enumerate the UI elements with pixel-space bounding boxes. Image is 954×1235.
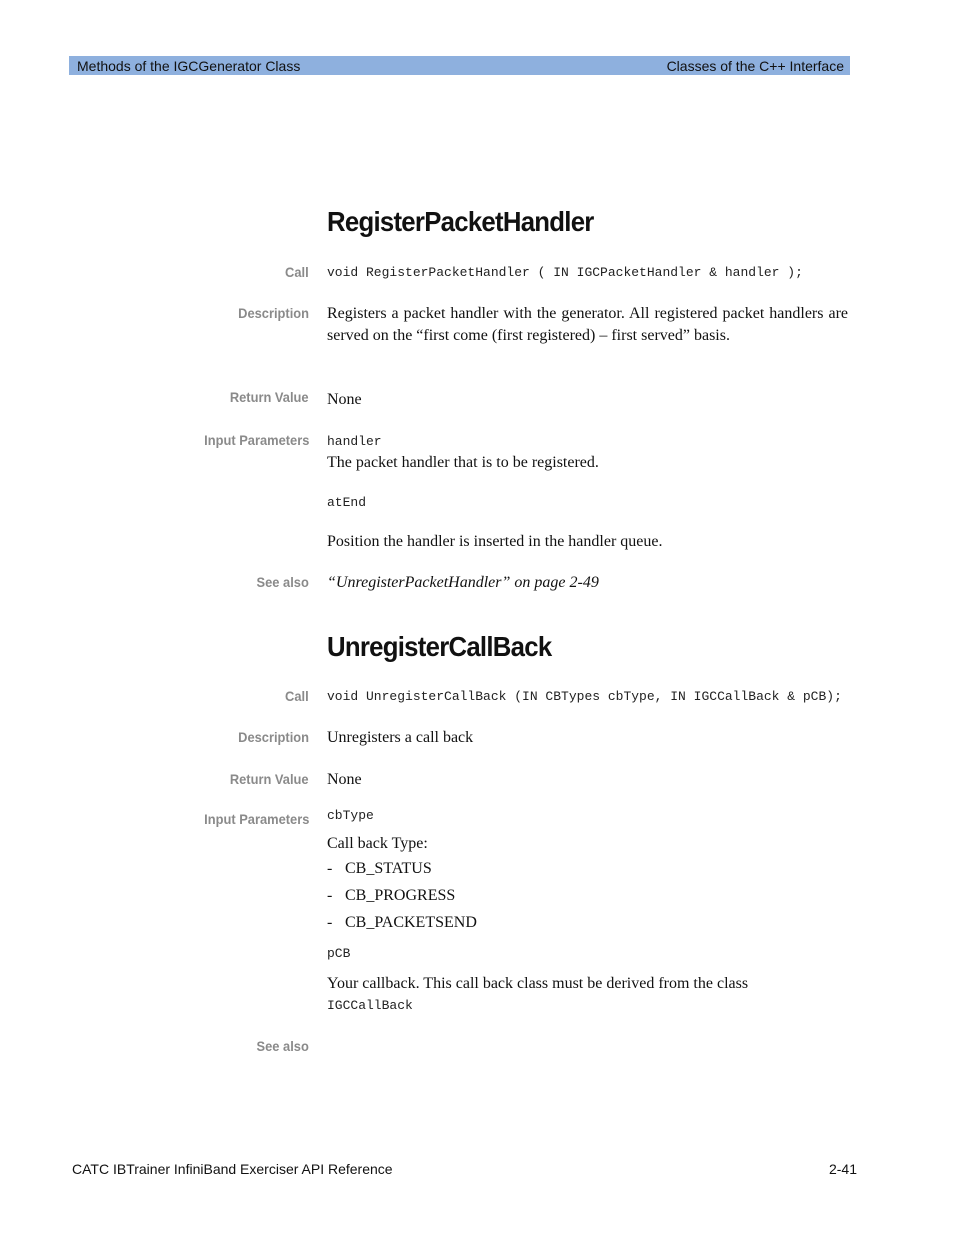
class-name: IGCCallBack bbox=[327, 998, 413, 1013]
label-description: Description bbox=[238, 729, 309, 745]
param-description: Position the handler is inserted in the handler queue. bbox=[327, 533, 663, 550]
call-signature: void UnregisterCallBack (IN CBTypes cbType, IN IGCCallBack & pCB); bbox=[327, 689, 842, 704]
list-item bbox=[327, 914, 477, 932]
description-text: Unregisters a call back bbox=[327, 729, 474, 746]
list-item-text: CB_PACKETSEND bbox=[345, 914, 477, 931]
label-input-parameters: Input Parameters bbox=[203, 811, 309, 827]
label-description: Description bbox=[238, 305, 309, 321]
call-signature: void RegisterPacketHandler ( IN IGCPacketHandler & handler ); bbox=[327, 265, 803, 280]
label-call: Call bbox=[285, 264, 309, 280]
header-chapter-title: Classes of the C++ Interface bbox=[666, 58, 844, 74]
bullet-dash: - bbox=[327, 860, 333, 877]
label-call: Call bbox=[285, 688, 309, 704]
param-name: atEnd bbox=[327, 495, 367, 510]
label-see-also: See also bbox=[256, 1038, 309, 1054]
list-item bbox=[327, 860, 432, 878]
list-item-text: CB_STATUS bbox=[345, 860, 432, 877]
header-section-title: Methods of the IGCGenerator Class bbox=[77, 58, 301, 74]
see-also-link[interactable]: “UnregisterPacketHandler” on page 2-49 bbox=[327, 574, 599, 591]
param-name: cbType bbox=[327, 808, 374, 823]
label-return-value: Return Value bbox=[230, 389, 309, 405]
bullet-dash: - bbox=[327, 887, 333, 904]
section-title-register-packet-handler: RegisterPacketHandler bbox=[327, 206, 594, 237]
list-item bbox=[327, 887, 455, 905]
footer-title: CATC IBTrainer InfiniBand Exerciser API Reference bbox=[72, 1161, 393, 1177]
return-value-text: None bbox=[327, 391, 362, 408]
param-description: Call back Type: bbox=[327, 835, 428, 852]
param-description: The packet handler that is to be registered. bbox=[327, 454, 599, 471]
page-header bbox=[69, 56, 850, 75]
label-see-also: See also bbox=[256, 574, 309, 590]
param-name: handler bbox=[327, 434, 382, 449]
section-title-unregister-callback: UnregisterCallBack bbox=[327, 631, 552, 662]
bullet-dash: - bbox=[327, 914, 333, 931]
return-value-text: None bbox=[327, 771, 362, 788]
label-input-parameters: Input Parameters bbox=[203, 432, 309, 448]
param-description: Your callback. This call back class must be derived from the class bbox=[327, 975, 749, 992]
param-name: pCB bbox=[327, 946, 351, 961]
description-text: Registers a packet handler with the generator. All registered packet handlers are served on the “first come (first registered) – first served” basis. bbox=[327, 305, 848, 344]
label-return-value: Return Value bbox=[230, 771, 309, 787]
page-number: 2-41 bbox=[828, 1161, 857, 1177]
list-item-text: CB_PROGRESS bbox=[345, 887, 456, 904]
